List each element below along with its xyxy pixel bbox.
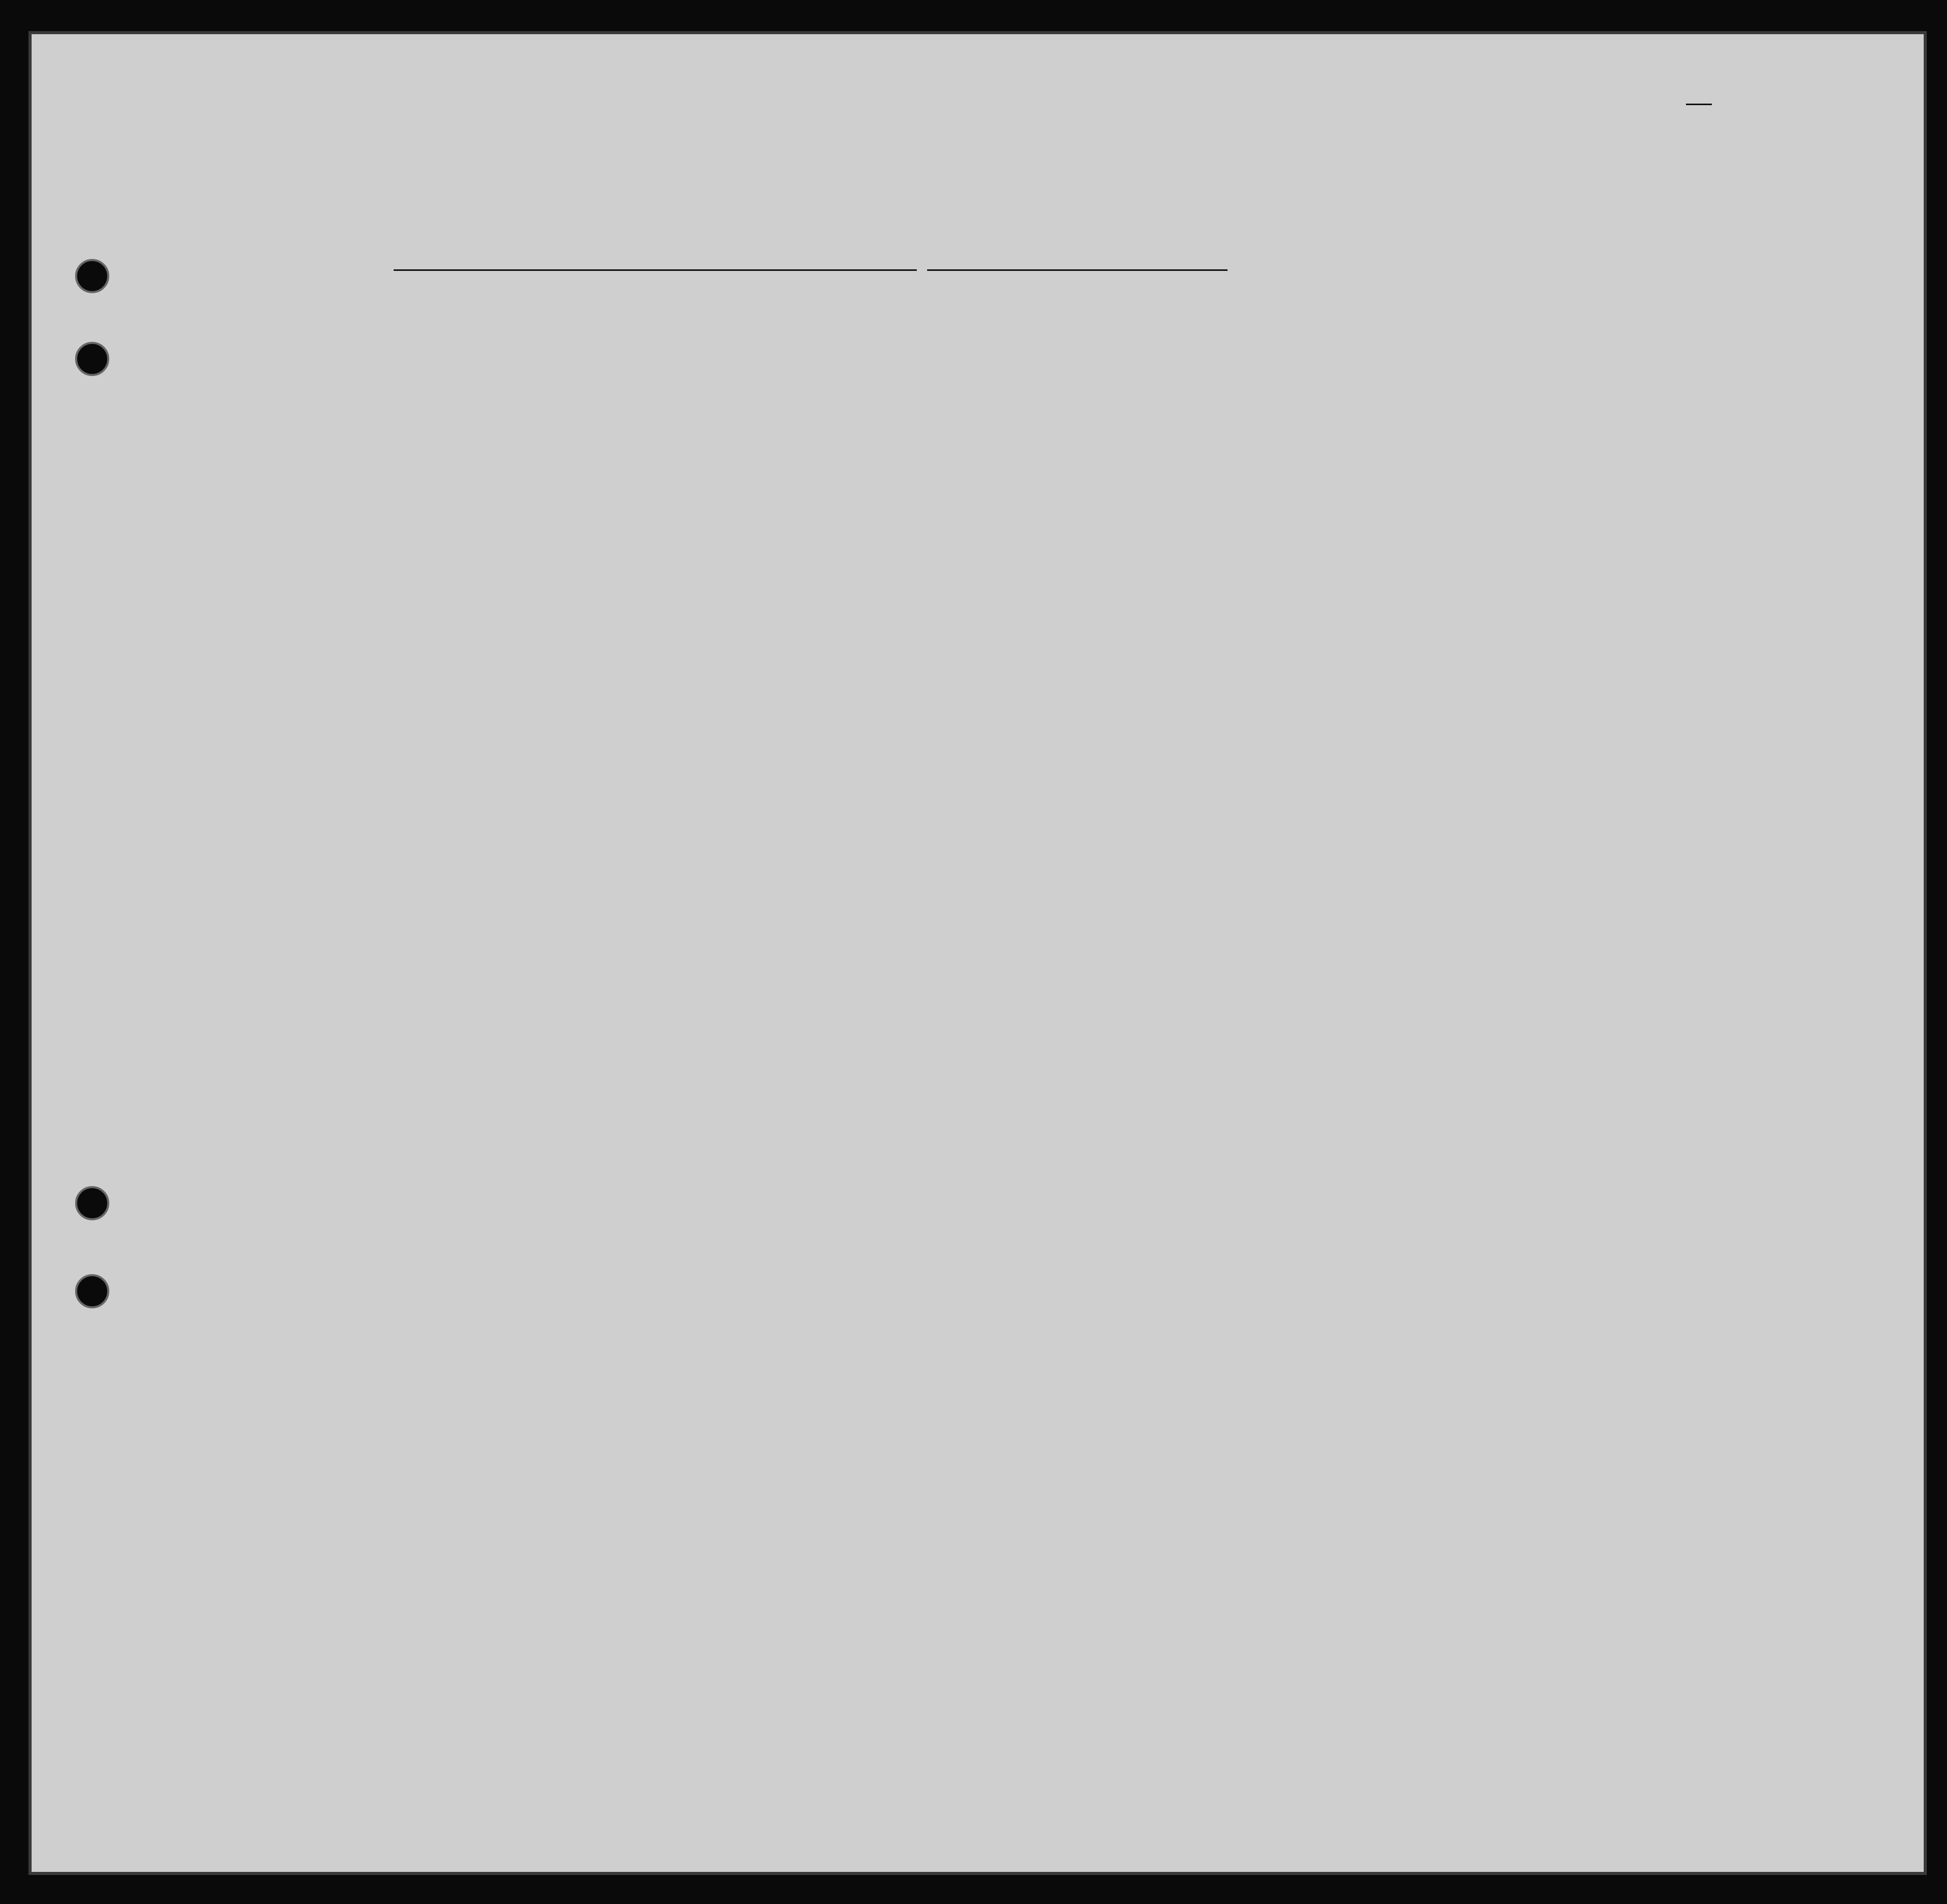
manifest-sheet [28,31,1927,1875]
table-grid [28,31,1927,1875]
